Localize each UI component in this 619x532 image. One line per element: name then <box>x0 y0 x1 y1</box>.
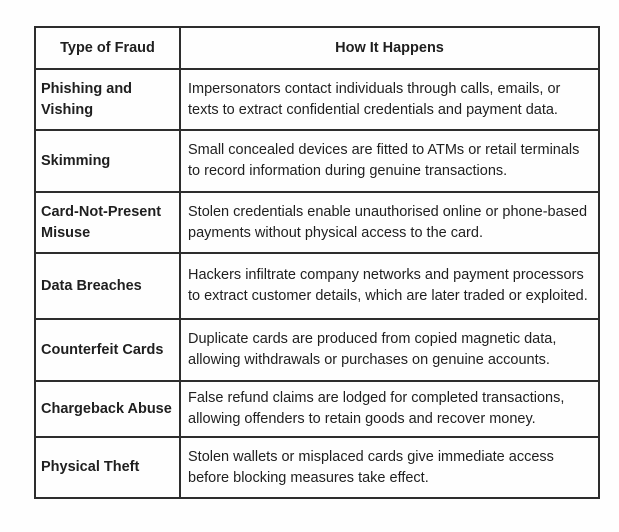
fraud-description: Hackers infiltrate company networks and payment processors to extract customer details, which are later traded or exploited. <box>180 253 599 319</box>
table-row-chargeback-abuse <box>35 381 599 437</box>
fraud-type-label: Data Breaches <box>35 253 180 319</box>
fraud-description: Duplicate cards are produced from copied magnetic data, allowing withdrawals or purchases on genuine accounts. <box>180 319 599 381</box>
fraud-type-label: Chargeback Abuse <box>35 381 180 437</box>
table-header-row <box>35 27 599 69</box>
fraud-type-label: Skimming <box>35 130 180 192</box>
fraud-type-label: Counterfeit Cards <box>35 319 180 381</box>
table-row-skimming <box>35 130 599 192</box>
fraud-description: False refund claims are lodged for completed transactions, allowing offenders to retain goods and recover money. <box>180 381 599 437</box>
fraud-type-label: Phishing and Vishing <box>35 69 180 130</box>
table-row-phishing-and-vishing <box>35 69 599 130</box>
table-row-counterfeit-cards <box>35 319 599 381</box>
fraud-type-label: Card-Not-Present Misuse <box>35 192 180 253</box>
table-row-card-not-present-misuse <box>35 192 599 253</box>
table-row-physical-theft <box>35 437 599 498</box>
fraud-description: Stolen credentials enable unauthorised online or phone-based payments without physical access to the card. <box>180 192 599 253</box>
header-type-of-fraud: Type of Fraud <box>35 27 180 69</box>
fraud-description: Impersonators contact individuals through calls, emails, or texts to extract confidential credentials and payment data. <box>180 69 599 130</box>
fraud-type-label: Physical Theft <box>35 437 180 498</box>
header-how-it-happens: How It Happens <box>180 27 599 69</box>
fraud-types-table <box>34 26 600 499</box>
table-row-data-breaches <box>35 253 599 319</box>
fraud-description: Small concealed devices are fitted to ATMs or retail terminals to record information during genuine transactions. <box>180 130 599 192</box>
fraud-description: Stolen wallets or misplaced cards give immediate access before blocking measures take effect. <box>180 437 599 498</box>
